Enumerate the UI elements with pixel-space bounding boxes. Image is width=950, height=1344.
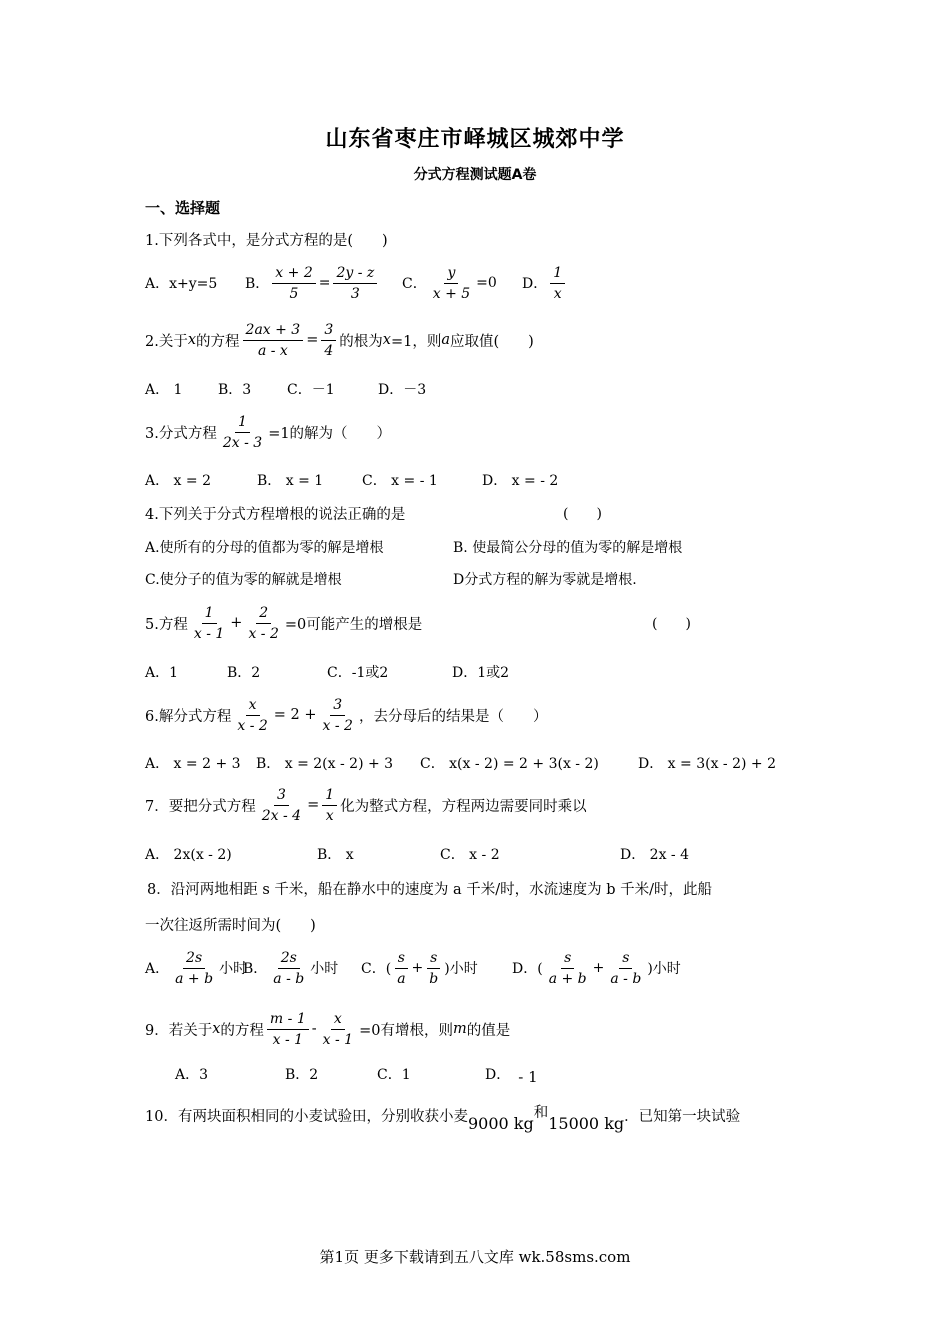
q4-option-d: D分式方程的解为零就是增根. [453, 572, 637, 588]
q9-option-b: B．2 [285, 1067, 319, 1083]
plus: + [411, 960, 424, 976]
q5-option-d: D．1或2 [452, 665, 510, 681]
weight-value: 15000 kg [548, 1113, 625, 1133]
denominator: x + 5 [432, 285, 471, 302]
variable: a [441, 332, 451, 348]
question-3-stem [145, 413, 392, 451]
numerator: 2 [256, 604, 271, 624]
numerator: 1 [322, 786, 337, 806]
q9-option-c: C．1 [377, 1067, 411, 1083]
q6-option-b: B． x = 2(x - 2) + 3 [256, 756, 394, 772]
q9-option-a: A．3 [175, 1067, 209, 1083]
question-text: =0可能产生的增根是 [284, 616, 423, 633]
q4-option-b: B. 使最简公分母的值为零的解是增根 [453, 540, 683, 556]
denominator: x - 2 [248, 625, 279, 642]
q4-option-a: A.使所有的分母的值都为零的解是增根 [145, 540, 384, 556]
numerator: 3 [330, 696, 345, 716]
answer-paren: ( ) [652, 616, 691, 632]
unit: )小时 [647, 961, 681, 977]
minus: - [311, 1021, 317, 1037]
fraction [426, 949, 441, 988]
variable: x [187, 332, 197, 348]
variable: m [452, 1021, 467, 1037]
question-text: 的方程 [220, 1022, 264, 1039]
question-text: 的根为 [339, 333, 383, 350]
q7-option-b: B． x [317, 847, 354, 863]
numerator: s [395, 949, 408, 969]
q8-option-b [243, 949, 339, 987]
question-text: 化为整式方程，方程两边需要同时乘以 [340, 798, 587, 815]
plus: + [230, 615, 243, 631]
q3-option-c: C． x = - 1 [362, 473, 438, 489]
unit: 小时 [219, 961, 248, 977]
q1-option-b [245, 264, 380, 302]
fraction [320, 696, 356, 735]
fraction [267, 1010, 309, 1049]
q6-option-d: D． x = 3(x - 2) + 2 [638, 756, 777, 772]
q3-option-a: A． x = 2 [145, 473, 211, 489]
denominator: x - 2 [237, 717, 268, 734]
denominator: 4 [324, 342, 334, 359]
q2-option-c: C．－1 [287, 382, 335, 398]
q6-option-c: C． x(x - 2) = 2 + 3(x - 2) [420, 756, 599, 772]
denominator: x [553, 285, 562, 302]
equals: = [306, 332, 319, 348]
question-text: 1.下列各式中，是分式方程的是( ) [145, 232, 388, 249]
fraction [321, 321, 336, 360]
question-2-stem [145, 321, 534, 359]
numerator: s [619, 949, 632, 969]
question-text: =1的解为（ ） [268, 425, 392, 442]
fraction [333, 264, 377, 303]
question-6-stem [145, 696, 548, 734]
q8-option-c [361, 949, 478, 987]
answer-paren: ( ) [563, 506, 602, 522]
denominator: x - 1 [272, 1031, 304, 1048]
denominator: 2x - 4 [261, 807, 302, 824]
denominator: a [397, 970, 406, 987]
fraction [191, 604, 227, 643]
page-subtitle: 分式方程测试题A卷 [413, 167, 537, 183]
q8-option-a [145, 949, 248, 987]
section-heading: 一、选择题 [145, 199, 221, 217]
q8-option-d [512, 949, 681, 987]
question-text: 的值是 [466, 1022, 511, 1039]
q6-option-a: A． x = 2 + 3 [145, 756, 241, 772]
numerator: 2s [183, 949, 205, 969]
question-text: =1，则 [390, 333, 442, 350]
variable: x [382, 332, 391, 348]
question-text: 的方程 [196, 333, 240, 350]
numerator: 3 [274, 786, 289, 806]
question-5-stem [145, 604, 423, 642]
denominator: a - x [257, 342, 288, 359]
option-label: A． [145, 961, 170, 977]
equation-part: = 2 + [273, 707, 317, 723]
q5-option-b: B．2 [227, 665, 261, 681]
q5-option-c: C．-1或2 [327, 665, 389, 681]
q1-option-d [522, 264, 568, 302]
question-text: 2.关于 [145, 333, 188, 350]
question-text: 9．若关于 [145, 1022, 213, 1039]
question-7-stem [145, 786, 587, 824]
numerator: x [246, 696, 260, 716]
fraction [394, 949, 408, 988]
page-footer: 第1页 更多下载请到五八文库 wk.58sms.com [319, 1248, 631, 1266]
denominator: x - 1 [322, 1031, 354, 1048]
weight-value: 9000 kg [467, 1113, 534, 1133]
numerator: 3 [321, 321, 336, 341]
fraction [430, 264, 473, 303]
option-label: B． [245, 276, 270, 292]
question-1-stem [145, 224, 388, 254]
q7-option-a: A． 2x(x - 2) [145, 847, 232, 863]
denominator: x - 1 [193, 625, 225, 642]
question-4-stem [145, 498, 405, 528]
plus: + [592, 960, 605, 976]
denominator: a - b [273, 970, 305, 987]
fraction [320, 1010, 356, 1049]
q3-option-d: D． x = - 2 [482, 473, 559, 489]
denominator: 3 [350, 285, 360, 302]
fraction [259, 786, 304, 825]
fraction [607, 949, 644, 988]
q3-option-b: B． x = 1 [257, 473, 324, 489]
fraction [322, 786, 337, 825]
fraction [270, 949, 307, 988]
question-text: 6.解分式方程 [145, 708, 232, 725]
option-label: C．( [361, 961, 392, 977]
numerator: x [331, 1010, 345, 1030]
q2-option-a: A． 1 [145, 382, 183, 398]
question-10-stem [145, 1095, 740, 1135]
question-text: =0有增根，则 [359, 1022, 453, 1039]
question-text: 10．有两块面积相同的小麦试验田，分别收获小麦 [145, 1108, 468, 1125]
unit: )小时 [444, 961, 478, 977]
fraction [245, 604, 281, 643]
numerator: x + 2 [272, 264, 315, 284]
fraction [234, 696, 270, 735]
unit: 小时 [310, 961, 339, 977]
question-text: 3.分式方程 [145, 425, 217, 442]
fraction [546, 949, 590, 988]
denominator: x [325, 807, 334, 824]
question-8-stem-line-1: 8．沿河两地相距 s 千米，船在静水中的速度为 a 千米/时，水流速度为 b 千米/时，此船 [147, 881, 713, 898]
question-text: 4.下列关于分式方程增根的说法正确的是 [145, 506, 406, 523]
numerator: 1 [550, 264, 565, 284]
question-text: ，去分母后的结果是（ ） [358, 708, 548, 725]
question-9-stem [145, 1010, 511, 1048]
fraction [272, 264, 315, 303]
numerator: s [427, 949, 440, 969]
equals: = [307, 797, 320, 813]
q9-option-d [485, 1059, 538, 1089]
numerator: m - 1 [267, 1010, 309, 1030]
numerator: 1 [235, 413, 250, 433]
fraction [550, 264, 565, 303]
option-label: C． [402, 276, 427, 292]
q7-option-c: C． x - 2 [440, 847, 500, 863]
numerator: 2ax + 3 [243, 321, 304, 341]
option-value: - 1 [518, 1068, 538, 1086]
option-label: D． [522, 276, 548, 292]
numerator: y [444, 264, 458, 284]
option-label: D． [485, 1067, 511, 1083]
question-8-stem-line-2: 一次往返所需时间为( ) [145, 917, 316, 934]
q2-option-b: B．3 [218, 382, 252, 398]
option-label: B． [243, 961, 268, 977]
numerator: 2s [278, 949, 300, 969]
fraction [243, 321, 304, 360]
question-text: 和 [533, 1104, 549, 1121]
question-text: 应取值( ) [450, 333, 534, 350]
denominator: 2x - 3 [222, 434, 263, 451]
q5-option-a: A．1 [145, 665, 179, 681]
q4-option-c: C.使分子的值为零的解就是增根 [145, 572, 342, 588]
question-text: 5.方程 [145, 616, 188, 633]
question-text: 7．要把分式方程 [145, 798, 256, 815]
page-title: 山东省枣庄市峄城区城郊中学 [325, 127, 625, 152]
q1-option-c [402, 264, 497, 302]
q7-option-d: D． 2x - 4 [620, 847, 690, 863]
fraction [220, 413, 265, 452]
question-text: ．已知第一块试验 [624, 1108, 741, 1125]
equation-tail: =0 [476, 275, 497, 291]
denominator: x - 2 [322, 717, 353, 734]
option-label: D．( [512, 961, 543, 977]
q2-option-d: D．－3 [378, 382, 427, 398]
numerator: 1 [202, 604, 217, 624]
denominator: a + b [175, 970, 214, 987]
fraction [172, 949, 216, 988]
denominator: 5 [289, 285, 299, 302]
variable: x [212, 1021, 221, 1037]
denominator: b [429, 970, 439, 987]
numerator: 2y - z [333, 264, 377, 284]
numerator: s [561, 949, 574, 969]
equals: = [318, 275, 331, 291]
q1-option-a: A．x+y=5 [145, 276, 218, 292]
denominator: a + b [548, 970, 587, 987]
denominator: a - b [610, 970, 642, 987]
